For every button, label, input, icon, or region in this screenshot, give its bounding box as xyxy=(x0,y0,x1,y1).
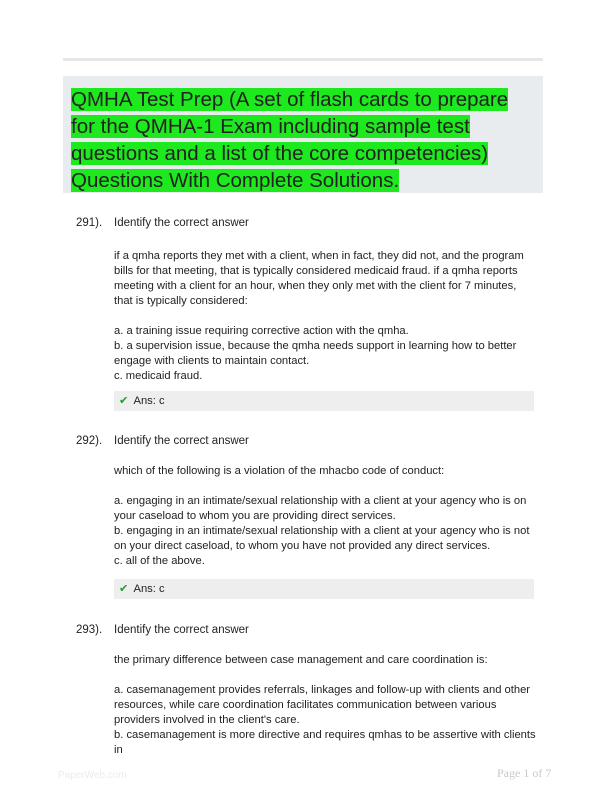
title-box xyxy=(63,76,543,193)
footer-site: PaperWeb.com xyxy=(58,770,127,781)
question-body xyxy=(114,653,538,758)
check-icon: ✔ xyxy=(119,583,129,595)
question-text: if a qmha reports they met with a client, when in fact, they did not, and the program bills for that meeting, that is typically considered medicaid fraud. if a qmha reports meeting with a client for an hour, when they only met with the client for 7 minutes, that is typically considered: xyxy=(114,250,524,307)
document-title: QMHA Test Prep (A set of flash cards to prepare for the QMHA-1 Exam including sample test questions and a list of the core competencies) Questions With Complete Solutions. xyxy=(71,88,509,192)
answer-box xyxy=(114,579,534,599)
question-body xyxy=(114,464,538,569)
question-number: 293). xyxy=(76,624,103,636)
answer-text: Ans: c xyxy=(133,583,165,595)
option-a: a. a training issue requiring corrective action with the qmha. xyxy=(114,325,409,337)
option-a: a. casemanagement provides referrals, linkages and follow-up with clients and other resources, while care coordination facilitates communication between various providers involved in the client's care. xyxy=(114,684,531,726)
answer-text: Ans: c xyxy=(133,395,165,407)
question-number: 291). xyxy=(76,217,103,229)
question-heading: Identify the correct answer xyxy=(114,624,249,636)
option-c: c. all of the above. xyxy=(114,555,205,567)
question-body xyxy=(114,249,538,384)
check-icon: ✔ xyxy=(119,395,129,407)
question-text: the primary difference between case management and care coordination is: xyxy=(114,654,488,666)
option-c: c. medicaid fraud. xyxy=(114,370,203,382)
top-divider xyxy=(63,58,543,61)
option-b: b. casemanagement is more directive and requires qmhas to be assertive with clients in xyxy=(114,729,536,756)
question-text: which of the following is a violation of the mhacbo code of conduct: xyxy=(114,465,445,477)
question-heading: Identify the correct answer xyxy=(114,435,249,447)
page-indicator: Page 1 of 7 xyxy=(497,766,552,780)
option-b: b. a supervision issue, because the qmha needs support in learning how to better engage with clients to maintain contact. xyxy=(114,340,517,367)
question-number: 292). xyxy=(76,435,103,447)
question-heading: Identify the correct answer xyxy=(114,217,249,229)
answer-box xyxy=(114,391,534,411)
option-a: a. engaging in an intimate/sexual relationship with a client at your agency who is on your caseload to whom you are providing direct services. xyxy=(114,495,527,522)
option-b: b. engaging in an intimate/sexual relationship with a client at your agency who is not on your direct caseload, to whom you have not provided any direct services. xyxy=(114,525,530,552)
